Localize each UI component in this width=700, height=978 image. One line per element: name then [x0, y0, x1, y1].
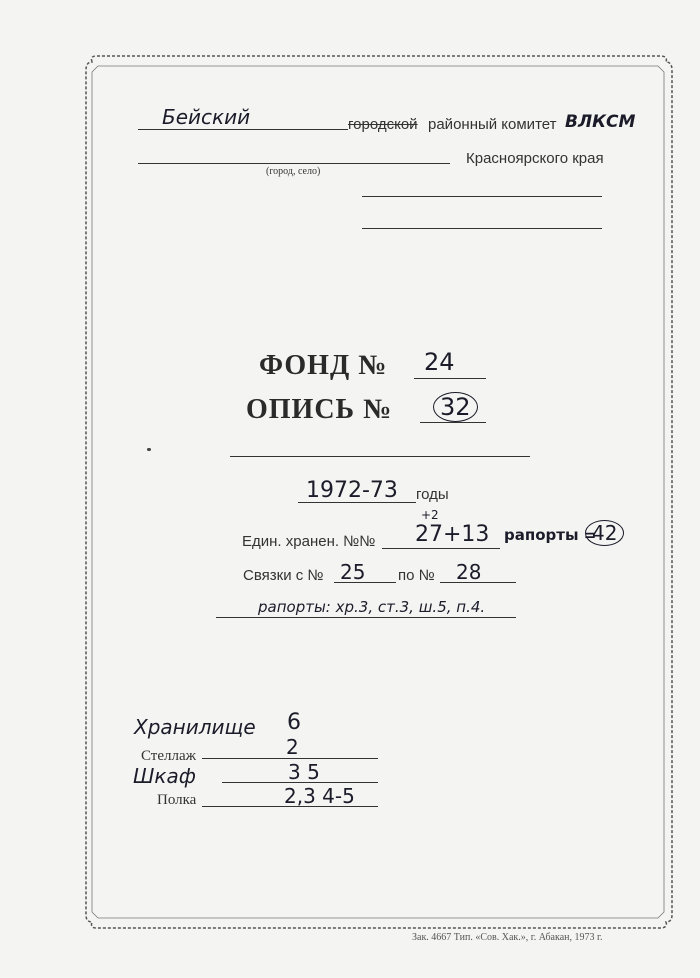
- city-village-caption: (город, село): [266, 166, 321, 177]
- ink-speck: [147, 448, 151, 451]
- district-handwritten: Бейский: [162, 105, 251, 129]
- fund-label: ФОНД №: [259, 350, 388, 381]
- blank-line-1: [362, 196, 602, 197]
- years-value: 1972-73: [306, 478, 398, 503]
- units-value: 27+13: [415, 522, 490, 547]
- reports-note: рапорты: хр.3, ст.3, ш.5, п.4.: [258, 598, 486, 616]
- storehouse-value: 6: [287, 710, 301, 735]
- blank-line-2: [362, 228, 602, 229]
- city-line: [138, 163, 450, 164]
- bundles-to-label: по №: [398, 567, 435, 584]
- cabinet-value: 3 5: [288, 760, 320, 784]
- committee-label: районный комитет: [428, 116, 557, 133]
- district-underline: [138, 129, 348, 130]
- shelf-line: [202, 806, 378, 807]
- units-total: 42: [585, 520, 624, 546]
- inventory-label: ОПИСЬ №: [246, 394, 393, 425]
- bundles-from-value: 25: [340, 560, 366, 584]
- fund-number: 24: [424, 348, 455, 376]
- cabinet-line: [222, 782, 378, 783]
- rack-value: 2: [286, 735, 299, 759]
- bundles-from-line: [334, 582, 396, 583]
- units-label: Един. хранен. №№: [242, 533, 376, 550]
- reports-note-line: [216, 617, 516, 618]
- separator-line: [230, 456, 530, 457]
- years-suffix: годы: [416, 486, 449, 503]
- inventory-number-line: [420, 422, 486, 423]
- org-handwritten: ВЛКСМ: [565, 112, 636, 132]
- city-word-struck: городской: [348, 116, 418, 133]
- rack-line: [202, 758, 378, 759]
- region-label: Красноярского края: [466, 150, 604, 167]
- cabinet-label: Шкаф: [133, 764, 196, 788]
- shelf-value: 2,3 4-5: [284, 784, 355, 808]
- years-line: [298, 502, 416, 503]
- reports-text: рапорты =: [504, 526, 597, 544]
- units-superscript: +2: [421, 508, 439, 522]
- rack-label: Стеллаж: [141, 748, 197, 764]
- bundles-to-line: [440, 582, 516, 583]
- shelf-label: Полка: [157, 792, 197, 808]
- fund-number-line: [414, 378, 486, 379]
- bundles-to-value: 28: [456, 560, 482, 584]
- footer-imprint: Зак. 4667 Тип. «Сов. Хак.», г. Абакан, 1973 г.: [412, 932, 603, 943]
- inventory-number: 32: [433, 392, 478, 422]
- units-line: [382, 548, 500, 549]
- bundles-from-label: Связки с №: [243, 567, 324, 584]
- storehouse-label: Хранилище: [134, 715, 256, 739]
